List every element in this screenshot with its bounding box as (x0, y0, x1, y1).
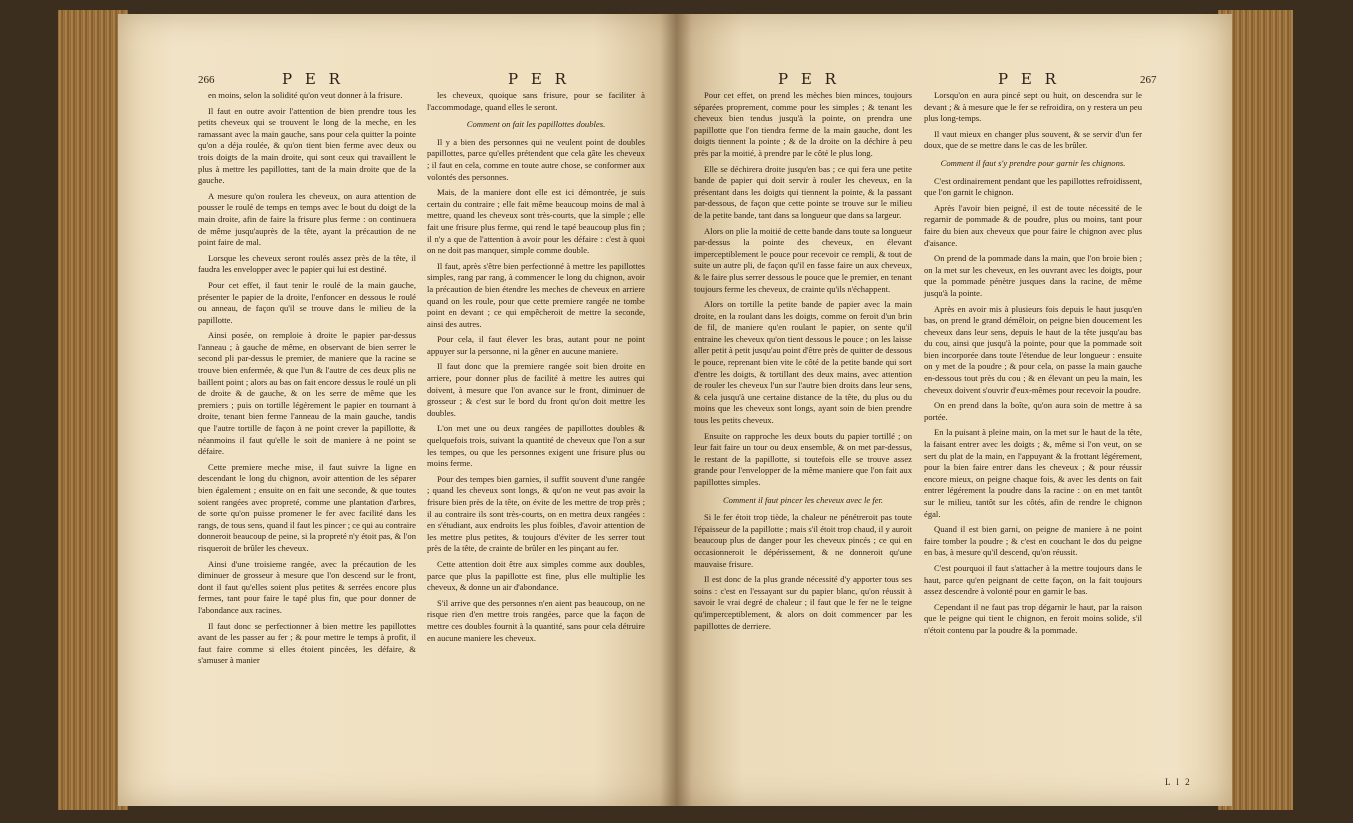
right-page-column-1 (694, 90, 912, 636)
paragraph: Il y a bien des personnes qui ne veulent point de doubles papillottes, parce qu'elles prétendent que cela gâte les cheveux ; il faut en cela, comme en toute autre chose, se conformer aux volontés des personnes. (427, 136, 645, 182)
paragraph: Pour cet effet, il faut tenir le roulé de la main gauche, présenter le papier de la droite, l'enfoncer en dessous le roulé ou anneau, de façon qu'il se trouve dans le milieu de la papillotte. (198, 279, 416, 325)
paragraph: en moins, selon la solidité qu'on veut donner à la frisure. (208, 90, 403, 100)
paragraph: Mais, de la maniere dont elle est ici démontrée, je suis certain du contraire ; elle fait même beaucoup moins de mal à mettre, quand les cheveux sont très-courts, que la simple ; elle fait une frisure plus ferme, qui rend le tapé beaucoup plus fin ; il n'y a que de l'attention à avoir pour les défaire : c'est à quoi on ne doit pas manquer, simple comme double. (427, 187, 645, 256)
paragraph: Si le fer étoit trop tiède, la chaleur ne pénétreroit pas toute l'épaisseur de la papillotte ; mais s'il étoit trop chaud, il y auroit beaucoup plus de danger pour les cheveux pincés ; ce qui en occasionneroit le dépérissement, & ne donneroit qu'une mauvaise frisure. (694, 512, 912, 569)
running-head-right-1: P E R (778, 70, 840, 88)
paragraph: Pour des tempes bien garnies, il suffit souvent d'une rangée ; quand les cheveux sont longs, & qu'on ne veut pas avoir la frisure bien près de la tête, on évite de les mettre de trop près ; il au contraire ils sont très-courts, on en mettra deux rangées : en s'étudiant, aux endroits les plus foibles, d'avoir attention de les mettre plus petites, & toujours d'éviter de les serrer tout près de la tête, de crainte de brûler en les pinçant au fer. (427, 473, 645, 554)
paragraph: Elle se déchirera droite jusqu'en bas ; ce qui fera une petite bande de papier qui doit servir à rouler les cheveux, en la présentant dans les doigts qui tiennent la pointe, & la passant par-dessous, de façon que cette pointe se trouve sur le milieu de la petite bande, tant dans sa longueur que dans sa largeur. (694, 163, 912, 220)
section-heading: Comment il faut pincer les cheveux avec le fer. (722, 494, 884, 505)
paragraph: Pour cela, il faut élever les bras, autant pour ne point appuyer sur la personne, ni la gêner en aucune maniere. (427, 334, 645, 356)
paragraph: Lorsque les cheveux seront roulés assez près de la tête, il faudra les envelopper avec le papier qui lui est destiné. (198, 252, 416, 275)
paragraph: On prend de la pommade dans la main, que l'on broie bien ; on la met sur les cheveux, en les ouvrant avec les doigts, pour que la pommade pénètre jusques dans la racine, de même jusqu'à la pointe. (924, 253, 1142, 298)
page-number-left: 266 (198, 74, 215, 86)
paragraph: Cette premiere meche mise, il faut suivre la ligne en descendant le long du chignon, avoir attention de les séparer bien également ; ensuite on en fait une seconde, & que toutes soient rangées avec propreté, comme une plantation d'arbres, de sorte qu'on puisse promener le fer avec facilité dans les rangs, de tous sens, quand il faut les pincer ; ce qui au contraire donneroit beaucoup de peine, si la propreté n'y étoit pas, & l'on risqueroit de brûler les cheveux. (198, 461, 416, 553)
paragraph: Il faut en outre avoir l'attention de bien prendre tous les petits cheveux qui se trouvent le long de la meche, en les ramassant avec la main gauche, sans pour cela quitter la pointe qu'on a déja roulée, & qu'on tient bien ferme avec deux ou trois doigts de la main droite, qui sont ceux qui travaillent le plus à mettre les papillottes, tant de la main droite que de la gauche. (198, 105, 416, 186)
paragraph: Ensuite on rapproche les deux bouts du papier tortillé ; on leur fait faire un tour ou deux ensemble, & on met par-dessus, le restant de la papillotte, si toutefois elle se trouve assez grande pour l'envelopper de la même maniere que l'on fait aux papillottes simples. (694, 430, 912, 487)
running-head-right-2: P E R (998, 70, 1060, 88)
paragraph: Après en avoir mis à plusieurs fois depuis le haut jusqu'en bas, on prend le grand démêloir, on peigne bien doucement les cheveux dans leur sens, depuis le haut de la tête jusqu'au bas du cou, ainsi que jusqu'à la pointe, pour que la pommade soit bien incorporée dans toute l'étendue de leur longueur : ensuite on y met de la poudre ; & pour cela, on passe la main gauche en-dessous tout près du cou ; & en élevant un peu la main, les cheveux doivent s'ouvrir d'eux-mêmes pour recevoir la poudre. (924, 303, 1142, 395)
right-page-column-2 (924, 90, 1142, 641)
running-head-left-1: P E R (282, 70, 344, 88)
paragraph: A mesure qu'on roulera les cheveux, on aura attention de pousser le roulé de temps en temps avec le bout du doigt de la main droite, afin de faire la frisure plus ferme : on continuera de même jusqu'auprès de la tête, ayant la précaution de ne point faire de mal. (198, 190, 416, 248)
paragraph: Quand il est bien garni, on peigne de maniere à ne point faire tomber la poudre ; & c'est en couchant le dos du peigne en bas, à mesure qu'il descend, qu'on réussit. (924, 524, 1142, 558)
paragraph: L'on met une ou deux rangées de papillottes doubles & quelquefois trois, suivant la quantité de cheveux que l'on a sur les tempes, ou que les personnes exigent une frisure plus ou moins ferme. (427, 423, 645, 469)
paragraph: Il vaut mieux en changer plus souvent, & se servir d'un fer doux, que de se mettre dans le cas de les brûler. (924, 128, 1142, 151)
paragraph: Alors on plie la moitié de cette bande dans toute sa longueur par-dessus la pointe des cheveux, en élevant imperceptiblement le pouce pour recevoir ce rempli, & tout de suite un autre pli, de façon qu'il en fasse faire un aux cheveux, & le faire plus serrer dessous le pouce que le premier, en tenant toujours ferme les cheveux, de crainte qu'ils n'échappent. (694, 225, 912, 294)
paragraph: Pour cet effet, on prend les mèches bien minces, toujours séparées proprement, comme pour les simples ; & tenant les cheveux bien tendus jusqu'à la pointe, on prendra une papillotte que l'on tiendra ferme de la main gauche, dont les doigts tiennent la pointe ; & de la droite on la déchire à peu près par la moitié, à prendre par le côté le plus long. (694, 90, 912, 158)
paragraph: C'est ordinairement pendant que les papillottes refroidissent, que l'on garnit le chignon. (924, 175, 1142, 198)
paragraph: On en prend dans la boîte, qu'on aura soin de mettre à sa portée. (924, 400, 1142, 422)
running-head-left-2: P E R (508, 70, 570, 88)
paragraph: S'il arrive que des personnes n'en aient pas beaucoup, on ne risque rien d'en mettre trois rangées, parce que la façon de mettre ces doubles fournit à la quantité, sans pour cela détruire en aucune maniere les cheveux. (427, 597, 645, 643)
paragraph: Après l'avoir bien peigné, il est de toute nécessité de le regarnir de pommade & de poudre, plus ou moins, tant pour faire du bien aux cheveux que pour faire le chignon avec plus d'aisance. (924, 202, 1142, 248)
paragraph: Alors on tortille la petite bande de papier avec la main droite, en la roulant dans les doigts, comme on feroit d'un brin de fil, de maniere qu'en roulant le papier, on sente qu'il entraine les cheveux qu'on tient dessous le pouce ; on les laisse aller petit à petit jusqu'au point d'être près de quitter de dessous le pouce, reprenant bien vite le côté de la petite bande qui sort d'entre les doigts, & tortillant des deux mains, avec attention de rouler les cheveux l'un sur l'autre bien droits dans leur sens, & cela jusqu'à une certaine distance de la tête, du plus ou du moins que les cheveux sont longs, ayant soin de bien prendre tous les petits cheveux. (694, 299, 912, 426)
paragraph: les cheveux, quoique sans frisure, pour se faciliter à l'accommodage, quand elles le seront. (427, 90, 645, 112)
paragraph: C'est pourquoi il faut s'attacher à la mettre toujours dans le haut, parce qu'en peignant de cette façon, on la fait toujours assez descendre à volonté pour en garnir le bas. (924, 562, 1142, 597)
paragraph: Il faut donc se perfectionner à bien mettre les papillottes avant de les passer au fer ; & pour mettre le temps à profit, il faut faire comme si elles étoient pincées, les défaire, & s'amuser à manier (198, 620, 416, 666)
left-page-column-2 (427, 90, 645, 648)
paragraph: Cette attention doit être aux simples comme aux doubles, parce que plus la papillotte est fine, plus elle multiplie les cheveux, & donne un air d'abondance. (427, 558, 645, 593)
section-heading: Comment on fait les papillottes doubles. (466, 119, 606, 130)
page-number-right: 267 (1140, 74, 1157, 86)
signature-mark: L l 2 (1165, 777, 1192, 787)
paragraph: Il faut donc que la premiere rangée soit bien droite en arriere, pour donner plus de facilité à mettre les autres qui doivent, à mesure que l'on avance sur le front, diminuer de grosseur ; & c'est sur le bord du front qu'on doit mettre les doubles. (427, 361, 645, 418)
paragraph: Il est donc de la plus grande nécessité d'y apporter tous ses soins : c'est en l'essayant sur du papier blanc, qu'on réussit à savoir le vrai degré de chaleur ; il faut que le fer ne le teigne qu'imperceptiblement, & alors on doit commencer par les papillottes de derriere. (694, 574, 912, 631)
section-heading: Comment il faut s'y prendre pour garnir les chignons. (940, 157, 1126, 168)
paragraph: En la puisant à pleine main, on la met sur le haut de la tête, la faisant entrer avec les doigts ; &, même si l'on veut, on se sert du plat de la main, en l'appuyant & la frottant légérement, pour la bien faire entrer dans les cheveux ; & pour réussir encore mieux, on peigne chaque fois, & avec les dents on fait entrer légérement la poudre dans la racine : on en met tantôt sur le milieu, tantôt sur les côtés, afin de rendre le chignon égal. (924, 427, 1142, 519)
book-gutter (660, 14, 692, 806)
paragraph: Il faut, après s'être bien perfectionné à mettre les papillottes simples, rang par rang, à commencer le long du chignon, avoir la précaution de bien étendre les meches de cheveux en arriere quand on les roule, pour que cette premiere rangée ne tombe point en devant ; ce qui empêcheroit de mettre la seconde, ainsi des autres. (427, 260, 645, 329)
left-page-column-1 (198, 90, 416, 671)
paragraph: Ainsi d'une troisieme rangée, avec la précaution de les diminuer de grosseur à mesure que l'on descend sur le front, dont il faut qu'elles soient plus petites & serrées encore plus fermes, tant pour faire le tapé plus fin, que pour donner de l'abondance aux racines. (198, 558, 416, 615)
paragraph: Cependant il ne faut pas trop dégarnir le haut, par la raison que le peigne qui tient le chignon, en feroit moins solide, s'il n'étoit contenu par la poudre & la pommade. (924, 601, 1142, 635)
paragraph: Lorsqu'on en aura pincé sept ou huit, on descendra sur le devant ; & à mesure que le fer se refroidira, on y restera un peu plus long-temps. (924, 90, 1142, 124)
paragraph: Ainsi posée, on remploie à droite le papier par-dessus l'anneau ; à gauche de même, en observant de bien serrer le second pli par-dessus le premier, de maniere que la racine se trouve bien enfermée, & que l'un & l'autre de ces deux plis ne baillent point ; alors au bas on fait encore dessus le roulé un pli de droite & de gauche, & on les serre de même que les premiers ; puis on tortille légérement le papier en tournant à droite, tenant bien ferme l'anneau de la main gauche, tandis que l'autre tortille de façon à ne point crever la papillotte, & néanmoins il faut qu'elle le soit de maniere à ne point se défaire. (198, 330, 416, 457)
